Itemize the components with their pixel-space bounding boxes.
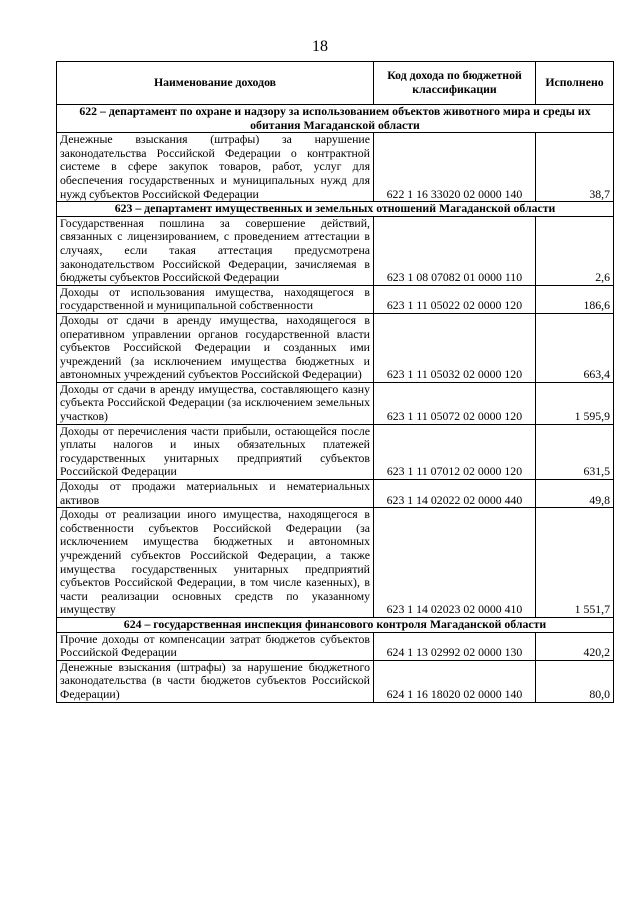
revenue-name: Доходы от реализации иного имущества, находящегося в собственности субъектов Российской Федерации (за исключением имущества бюджетных и автономных учреждений субъектов Российской Федерации, а также имущества государственных унитарных предприятий субъектов Российской Федерации, в том числе казенных), в части реализации основных средств по указанному имуществу <box>57 508 374 618</box>
header-code: Код дохода по бюджетной классификации <box>374 62 536 105</box>
revenue-name: Государственная пошлина за совершение действий, связанных с лицензированием, с проведением аттестации в случаях, если такая аттестация предусмотрена законодательством Российской Федерации, зачисляемая в бюджеты субъектов Российской Федерации <box>57 216 374 285</box>
table-row <box>57 424 614 479</box>
revenue-code: 624 1 16 18020 02 0000 140 <box>374 660 536 702</box>
section-title: 624 – государственная инспекция финансового контроля Магаданской области <box>57 617 614 632</box>
table-row <box>57 632 614 660</box>
revenue-name: Доходы от сдачи в аренду имущества, составляющего казну субъекта Российской Федерации (за исключением земельных участков) <box>57 382 374 424</box>
table-row <box>57 508 614 618</box>
table-row <box>57 382 614 424</box>
section-title: 623 – департамент имущественных и земельных отношений Магаданской области <box>57 202 614 217</box>
section-row <box>57 105 614 133</box>
revenue-code: 623 1 14 02023 02 0000 410 <box>374 508 536 618</box>
revenue-code: 623 1 11 05022 02 0000 120 <box>374 285 536 313</box>
revenue-name: Прочие доходы от компенсации затрат бюджетов субъектов Российской Федерации <box>57 632 374 660</box>
table-row <box>57 216 614 285</box>
revenue-value: 49,8 <box>536 480 614 508</box>
revenue-code: 623 1 11 05072 02 0000 120 <box>374 382 536 424</box>
page-number: 18 <box>312 38 328 55</box>
table-header-row <box>57 62 614 105</box>
table-row <box>57 480 614 508</box>
revenue-name: Доходы от использования имущества, находящегося в государственной и муниципальной собственности <box>57 285 374 313</box>
revenue-name: Денежные взыскания (штрафы) за нарушение законодательства Российской Федерации о контрактной системе в сфере закупок товаров, работ, услуг для обеспечения государственных и муниципальных нужд для нужд субъектов Российской Федерации <box>57 133 374 202</box>
revenue-value: 663,4 <box>536 313 614 382</box>
revenue-name: Доходы от продажи материальных и нематериальных активов <box>57 480 374 508</box>
revenue-value: 80,0 <box>536 660 614 702</box>
revenue-code: 623 1 08 07082 01 0000 110 <box>374 216 536 285</box>
section-title: 622 – департамент по охране и надзору за использованием объектов животного мира и среды их обитания Магаданской области <box>57 105 614 133</box>
revenue-value: 186,6 <box>536 285 614 313</box>
revenue-name: Денежные взыскания (штрафы) за нарушение бюджетного законодательства (в части бюджетов субъектов Российской Федерации) <box>57 660 374 702</box>
table-row <box>57 133 614 202</box>
revenue-code: 623 1 11 07012 02 0000 120 <box>374 424 536 479</box>
header-name: Наименование доходов <box>57 62 374 105</box>
revenue-table <box>56 61 614 703</box>
section-row <box>57 617 614 632</box>
revenue-code: 623 1 14 02022 02 0000 440 <box>374 480 536 508</box>
revenue-code: 623 1 11 05032 02 0000 120 <box>374 313 536 382</box>
table-body <box>57 105 614 703</box>
revenue-value: 631,5 <box>536 424 614 479</box>
revenue-name: Доходы от сдачи в аренду имущества, находящегося в оперативном управлении органов государственной власти субъектов Российской Федерации и созданных ими учреждений (за исключением имущества бюджетных и автономных учреждений субъектов Российской Федерации) <box>57 313 374 382</box>
table-row <box>57 313 614 382</box>
header-executed: Исполнено <box>536 62 614 105</box>
section-row <box>57 202 614 217</box>
revenue-value: 2,6 <box>536 216 614 285</box>
revenue-value: 38,7 <box>536 133 614 202</box>
revenue-code: 622 1 16 33020 02 0000 140 <box>374 133 536 202</box>
table-row <box>57 285 614 313</box>
revenue-code: 624 1 13 02992 02 0000 130 <box>374 632 536 660</box>
revenue-name: Доходы от перечисления части прибыли, остающейся после уплаты налогов и иных обязательных платежей государственных унитарных предприятий субъектов Российской Федерации <box>57 424 374 479</box>
revenue-value: 1 595,9 <box>536 382 614 424</box>
revenue-value: 420,2 <box>536 632 614 660</box>
revenue-value: 1 551,7 <box>536 508 614 618</box>
table-row <box>57 660 614 702</box>
